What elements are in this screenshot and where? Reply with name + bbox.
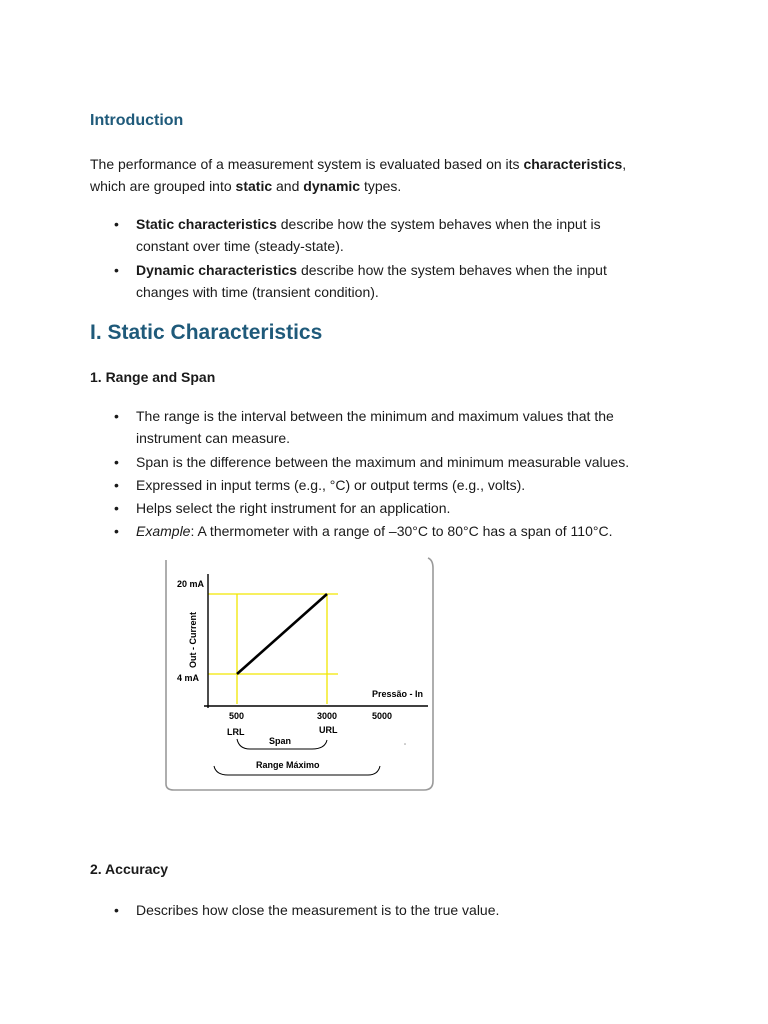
speck [404,743,406,745]
label-y-axis: Out - Current [188,612,198,668]
range-bullet-4: • Helps select the right instrument for an application. [136,497,450,519]
range-bullet-1-line1: The range is the interval between the minimum and maximum values that the [136,408,614,424]
label-url: URL [319,725,338,735]
example-text: : A thermometer with a range of –30°C to 80°C has a span of 110°C. [190,523,613,539]
label-range-max: Range Máximo [256,760,320,770]
bullet-dynamic-line2: changes with time (transient condition). [136,284,379,300]
bullet-dynamic-bold: Dynamic characteristics [136,262,298,278]
range-bullet-3: • Expressed in input terms (e.g., °C) or output terms (e.g., volts). [136,474,525,496]
label-span: Span [269,736,292,746]
intro-paragraph [90,153,690,197]
intro-text-1: The performance of a measurement system is evaluated based on its [90,156,524,172]
intro-bold-dynamic: dynamic [303,178,361,194]
subheading-range-span: 1. Range and Span [90,369,216,385]
range-bullet-2: • Span is the difference between the maximum and minimum measurable values. [136,451,629,473]
bullet-static-line1: describe how the system behaves when the input is [276,216,601,232]
tick-500: 500 [229,711,245,721]
bullet-dynamic-line1: describe how the system behaves when the input [297,262,607,278]
subheading-accuracy: 2. Accuracy [90,861,169,877]
intro-bold-static: static [235,178,273,194]
label-lrl: LRL [227,727,245,737]
range-span-diagram [160,556,452,806]
accuracy-bullet-1: • Describes how close the measurement is to the true value. [136,899,499,921]
intro-bold-characteristics: characteristics [523,156,623,172]
intro-text-2: , [622,156,627,172]
label-x-axis: Pressão - In [372,689,424,699]
intro-heading: Introduction [90,112,184,129]
intro-text-5: types. [360,178,402,194]
intro-bullet-static [136,213,601,257]
range-span-figure [160,556,452,806]
range-bullet-example [136,520,612,542]
range-bullet-1-line2: instrument can measure. [136,430,291,446]
bullet-static-bold: Static characteristics [136,216,277,232]
intro-text-4: and [272,178,304,194]
section-heading-static: I. Static Characteristics [90,321,323,344]
guide-lines [208,594,338,704]
range-bullet-1 [136,405,614,449]
tick-3000: 3000 [317,711,338,721]
example-label: Example [136,523,191,539]
intro-text-3: which are grouped into [90,178,236,194]
intro-bullet-dynamic [136,259,607,303]
label-4ma: 4 mA [177,673,200,683]
tick-5000: 5000 [372,711,393,721]
transfer-line [237,594,327,674]
bullet-static-line2: constant over time (steady-state). [136,238,344,254]
label-20ma: 20 mA [177,579,205,589]
